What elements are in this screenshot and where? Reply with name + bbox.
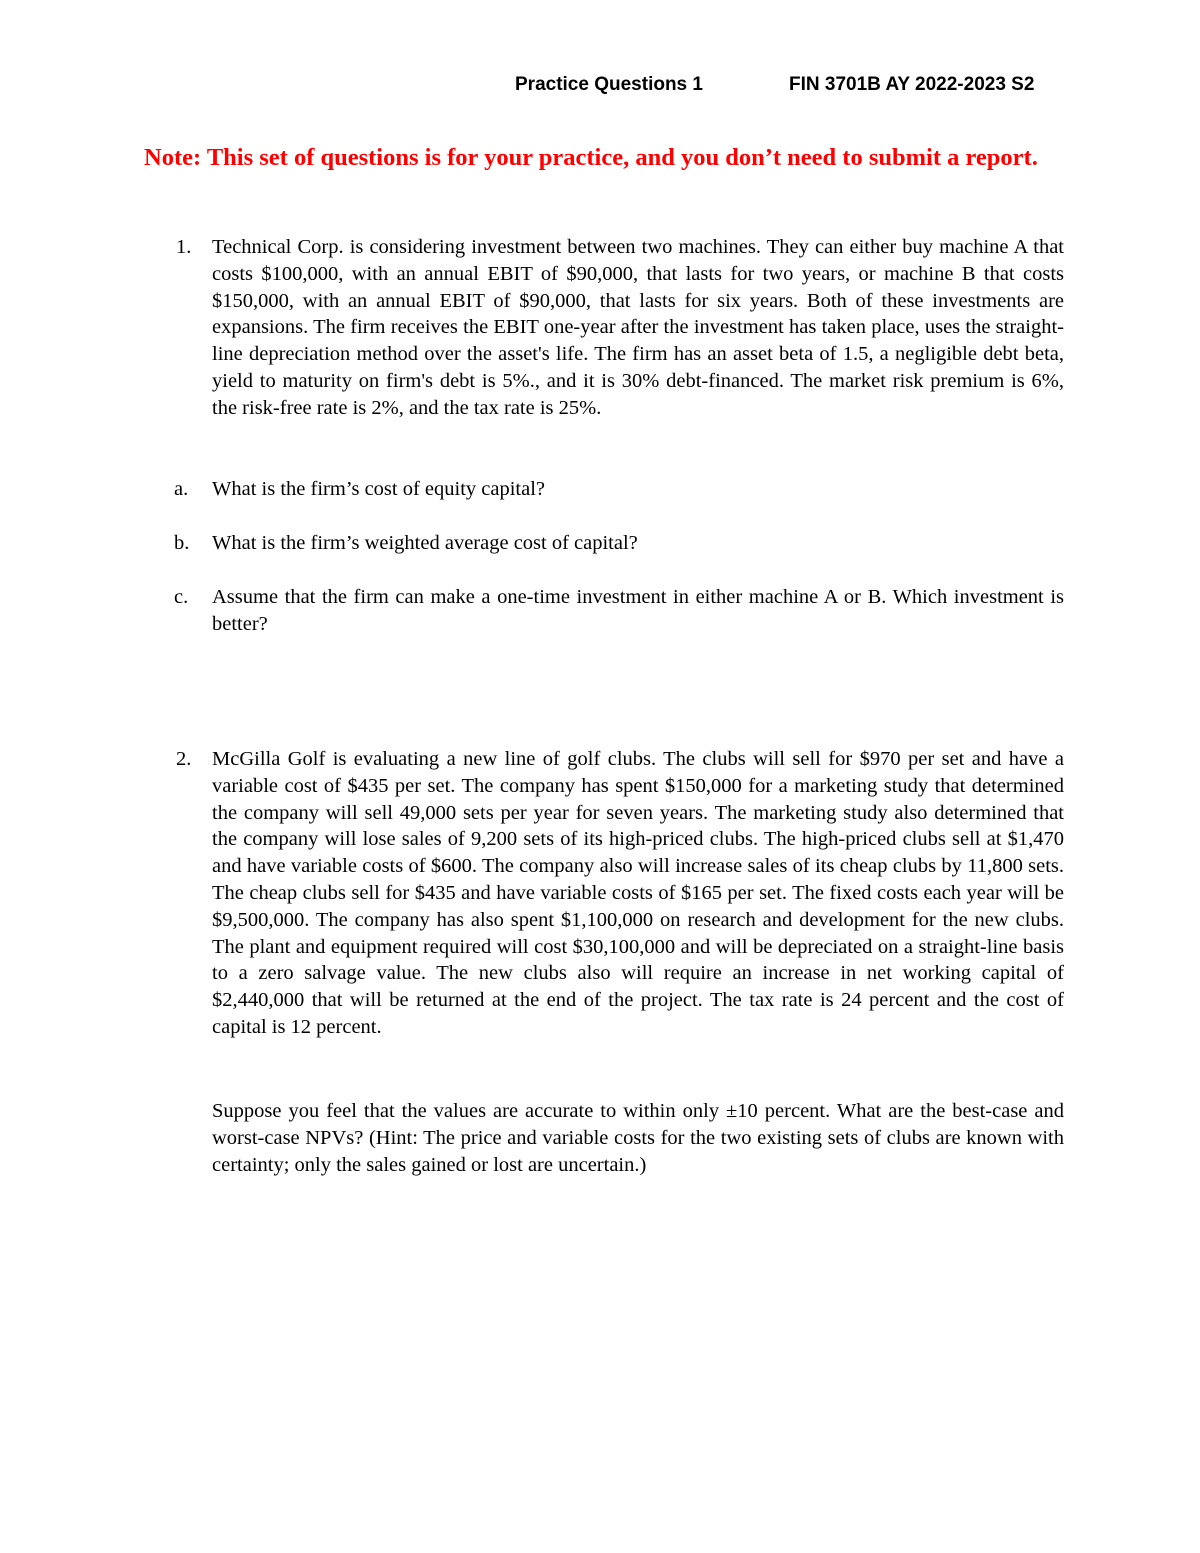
part-text: What is the firm’s weighted average cost of capital? (212, 532, 638, 554)
question-2-follow-up (144, 1098, 1064, 1178)
question-text: Technical Corp. is considering investment between two machines. They can either buy machine A that costs $100,000, with an annual EBIT of $90,000, that lasts for two years, or machine B that costs $150,000, with an annual EBIT of $90,000, that lasts for six years. Both of these investments are expansions. The firm receives the EBIT one-year after the investment has taken place, uses the straight-line depreciation method over the asset's life. The firm has an asset beta of 1.5, a negligible debt beta, yield to maturity on firm's debt is 5%., and it is 30% debt-financed. The market risk premium is 6%, the risk-free rate is 2%, and the tax rate is 25%. (212, 236, 1064, 419)
practice-note: Note: This set of questions is for your practice, and you don’t need to submit a report. (144, 144, 1038, 171)
follow-up-text: Suppose you feel that the values are accurate to within only ±10 percent. What are the best-case and worst-case NPVs? (Hint: The price and variable costs for the two existing sets of clubs are known with certainty; only the sales gained or lost are uncertain.) (212, 1100, 1064, 1176)
part-letter: c. (174, 586, 189, 608)
part-text: Assume that the firm can make a one-time investment in either machine A or B. Which investment is better? (212, 586, 1064, 635)
page-header (0, 74, 1200, 100)
course-code: FIN 3701B AY 2022-2023 S2 (789, 74, 1035, 95)
question-1-part-a (144, 476, 1064, 503)
question-1 (144, 234, 1064, 422)
question-1-part-b (144, 530, 1064, 557)
part-text: What is the firm’s cost of equity capital? (212, 478, 546, 500)
question-number: 1. (176, 236, 192, 258)
part-letter: b. (174, 532, 190, 554)
question-text: McGilla Golf is evaluating a new line of golf clubs. The clubs will sell for $970 per set and have a variable cost of $435 per set. The company has spent $150,000 for a marketing study that determined the company will sell 49,000 sets per year for seven years. The marketing study also determined that the company will lose sales of 9,200 sets of its high-priced clubs. The high-priced clubs sell at $1,470 and have variable costs of $600. The company also will increase sales of its cheap clubs by 11,800 sets. The cheap clubs sell for $435 and have variable costs of $165 per set. The fixed costs each year will be $9,500,000. The company has also spent $1,100,000 on research and development for the new clubs. The plant and equipment required will cost $30,100,000 and will be depreciated on a straight-line basis to a zero salvage value. The new clubs also will require an increase in net working capital of $2,440,000 that will be returned at the end of the project. The tax rate is 24 percent and the cost of capital is 12 percent. (212, 748, 1064, 1038)
document-title: Practice Questions 1 (515, 74, 703, 95)
question-number: 2. (176, 748, 192, 770)
question-2 (144, 746, 1064, 1041)
part-letter: a. (174, 478, 189, 500)
question-1-part-c (144, 584, 1064, 638)
